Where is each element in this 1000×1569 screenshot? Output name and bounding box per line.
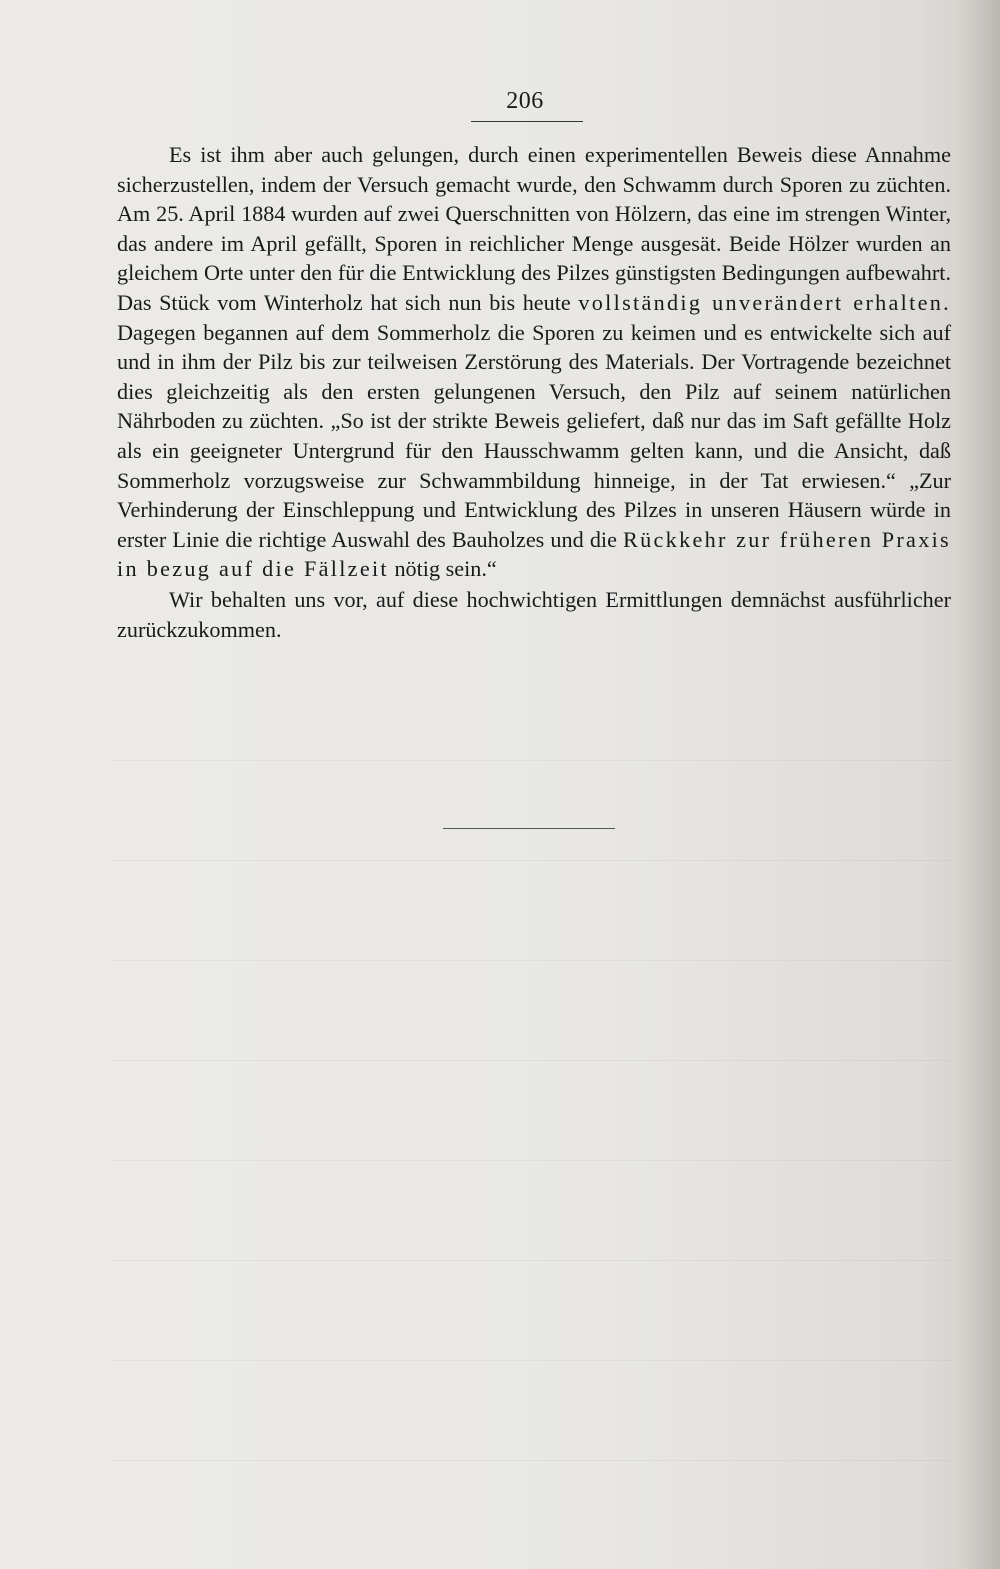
paragraph-1-text-b: Dagegen begannen auf dem Sommerholz die Sporen zu keimen und es entwickelte sich auf und in ihm der Pilz bis zur teilweisen Zerstörung des Materials. Der Vortragende bezeichnet dies gleichzeitig als den ersten gelungenen Versuch, den Pilz auf seinem natürlichen Nährboden zu züchten. „So ist der strikte Beweis geliefert, daß nur das im Saft gefällte Holz als ein geeigneter Untergrund für den Hausschwamm gelten kann, und die Ansicht, daß Sommerholz vorzugsweise zur Schwammbildung hinneige, in der Tat erwiesen.“ „Zur Verhinderung der Einschleppung und Entwicklung des Pilzes in unseren Häusern würde in erster Linie die richtige Auswahl des Bauholzes und die	[117, 319, 951, 552]
paragraph-1-text-a: Es ist ihm aber auch gelungen, durch einen experimentellen Beweis diese Annahme sicherzustellen, indem der Versuch gemacht wurde, den Schwamm durch Sporen zu züchten. Am 25. April 1884 wurden auf zwei Querschnitten von Hölzern, das eine im strengen Winter, das andere im April gefällt, Sporen in reichlicher Menge ausgesät. Beide Hölzer wurden an gleichem Orte unter den für die Entwicklung des Pilzes günstigsten Bedingungen aufbewahrt. Das Stück vom Winterholz hat sich nun bis heute	[117, 142, 951, 315]
paragraph-1-text-c: nötig sein.“	[388, 556, 497, 582]
bleed-through-line	[112, 1460, 952, 1461]
paragraph-2: Wir behalten uns vor, auf diese hochwichtigen Ermittlungen demnächst ausführlicher zurückzukommen.	[117, 586, 951, 642]
bleed-through-line	[112, 760, 952, 761]
page-edge-shadow	[960, 0, 1000, 1569]
bleed-through-line	[112, 960, 952, 961]
bleed-through-line	[112, 1360, 952, 1361]
bleed-through-line	[112, 1160, 952, 1161]
bleed-through-line	[112, 1260, 952, 1261]
emphasis-spaced-1: vollständig unverändert erhalten.	[578, 289, 951, 315]
paragraph-1	[117, 140, 951, 584]
page-number: 206	[506, 88, 544, 114]
emphasis-spaced-2: Rückkehr zur früheren Praxis in bezug auf die Fällzeit	[117, 526, 951, 582]
bleed-through-line	[112, 860, 952, 861]
bleed-through-line	[112, 1060, 952, 1061]
section-end-rule	[443, 828, 615, 829]
body-text	[117, 140, 951, 644]
header-rule	[471, 121, 583, 122]
